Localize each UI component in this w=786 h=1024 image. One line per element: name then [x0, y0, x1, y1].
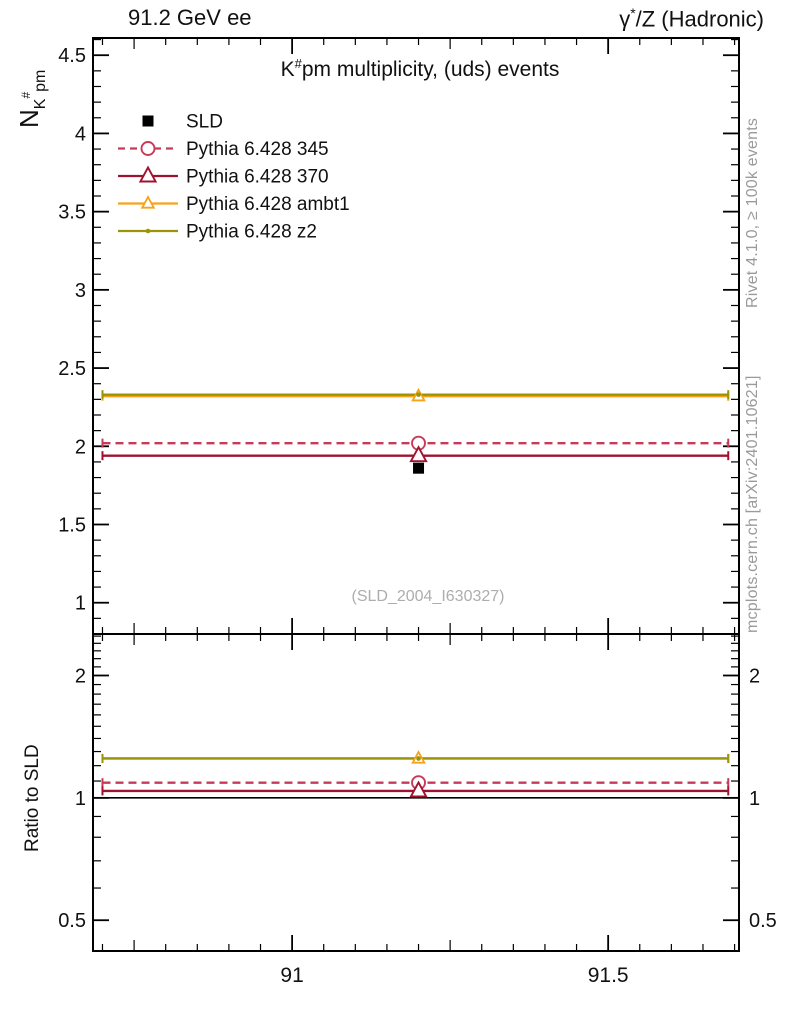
model-marker-main: [411, 447, 426, 461]
legend-item-label: Pythia 6.428 345: [186, 139, 329, 160]
model-marker-main: [416, 392, 421, 397]
data-point-sld: [413, 463, 424, 474]
main-y-tick-label: 2.5: [58, 358, 86, 381]
process-gamma: γ: [619, 6, 631, 32]
legend-sample-marker: [142, 197, 154, 208]
ratio-y-tick-label-right: 1: [749, 787, 761, 810]
title-base: K: [280, 58, 295, 81]
legend-item-label: Pythia 6.428 z2: [186, 221, 317, 243]
title-rest: pm multiplicity, (uds) events: [301, 58, 560, 81]
legend-sample-marker: [143, 116, 154, 127]
ylabel-subsup: #: [19, 91, 33, 99]
main-y-tick-label: 1.5: [58, 514, 86, 537]
main-y-tick-label: 2: [74, 436, 86, 459]
process-star: *: [630, 5, 636, 21]
ylabel-subrest: pm: [32, 69, 49, 92]
beam-energy-text: 91.2 GeV ee: [128, 5, 252, 30]
main-y-tick-label: 4.5: [58, 45, 86, 68]
ylabel-sub: K: [32, 98, 49, 110]
ratio-y-tick-label-right: 2: [749, 665, 761, 688]
main-y-tick-label: 3.5: [58, 201, 86, 224]
ratio-y-tick-label: 1: [74, 787, 86, 810]
ratio-y-axis-label: Ratio to SLD: [22, 744, 43, 852]
ratio-y-tick-label: 0.5: [58, 910, 86, 933]
legend-sample-marker: [140, 168, 155, 182]
x-tick-label: 91.5: [587, 964, 629, 987]
mcplots-arxiv-note: mcplots.cern.ch [arXiv:2401.10621]: [744, 375, 761, 633]
ratio-y-tick-label: 2: [74, 665, 86, 688]
legend-item-label: Pythia 6.428 ambt1: [186, 194, 350, 215]
main-y-tick-label: 3: [74, 279, 86, 302]
legend-sample-marker: [142, 142, 155, 155]
legend-sample-marker: [146, 229, 151, 234]
legend-item-label: SLD: [186, 111, 223, 133]
ylabel-base: N: [14, 109, 44, 128]
legend-item-label: Pythia 6.428 370: [186, 166, 329, 188]
process-rest: /Z (Hadronic): [635, 6, 764, 32]
main-y-tick-label: 4: [74, 123, 86, 146]
title-sup: #: [294, 56, 302, 71]
main-y-tick-label: 1: [74, 592, 86, 615]
x-tick-label: 91: [280, 964, 304, 987]
analysis-id-watermark: (SLD_2004_I630327): [351, 588, 505, 605]
ratio-y-tick-label-right: 0.5: [749, 910, 777, 933]
model-marker-ratio: [416, 756, 421, 761]
rivet-version-note: Rivet 4.1.0, ≥ 100k events: [744, 117, 761, 308]
